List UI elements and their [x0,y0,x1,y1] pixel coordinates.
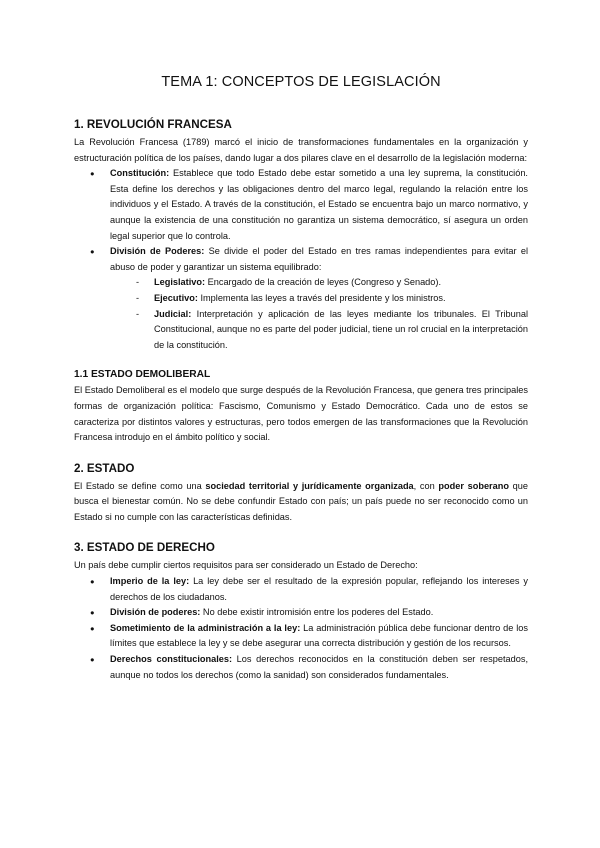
bullet-text: Establece que todo Estado debe estar sometido a una ley suprema, la constitución. Esta define los derechos y las obligaciones dentro del marco legal, regulando la relación entre los individuos y el Estado. A través de la constitución, el Estado se encuentra bajo un marco normativo, y aunque la existencia de una constitución no garantiza un sistema democrático, sí asegura un orden legal superior que lo controla. [110,168,528,241]
bullet-term: División de poderes: [110,607,201,618]
bullet-derechos [90,652,528,683]
bullet-text: La ley debe ser el resultado de la expresión popular, reflejando los intereses y derechos de los ciudadanos. [110,576,528,602]
text-run: que busca el bienestar común. No se debe confundir Estado con país; un país puede no ser reconocido como un Estado si no cumple con las características definidas. [74,480,528,522]
document-title: TEMA 1: CONCEPTOS DE LEGISLACIÓN [161,74,441,90]
bullet-division-poderes [90,605,528,621]
bullet-list [90,574,528,683]
section-revolucion-francesa [74,118,528,353]
section-heading: 2. ESTADO [74,461,135,475]
section-intro: Un país debe cumplir ciertos requisitos para ser considerado un Estado de Derecho: [74,560,418,571]
bullet-term: Sometimiento de la administración a la ley: [110,622,301,633]
bullet-sometimiento [90,621,528,652]
bullet-text: Los derechos reconocidos en la constitución deben ser respetados, aunque no todos los derechos (como la sanidad) son considerados fundamentales. [110,654,528,680]
section-intro: La Revolución Francesa (1789) marcó el inicio de transformaciones fundamentales en la organización y estructuración política de los países, dando lugar a dos pilares clave en el desarrollo de la legislación moderna: [74,137,528,163]
section-text: El Estado Demoliberal es el modelo que surge después de la Revolución Francesa, que genera tres principales formas de organización política: Fascismo, Comunismo y Estado Democrático. Cada uno de estos se caracteriza por distintos valores y estructuras, pero todos emergen de las transformaciones que la Revolución Francesa introdujo en el ámbito político y social. [74,385,528,443]
dash-list [136,275,528,353]
section-estado-demoliberal [74,369,528,445]
dash-term: Ejecutivo: [154,292,198,303]
bullet-text: No debe existir intromisión entre los poderes del Estado. [200,607,434,618]
bullet-list [90,166,528,353]
bullet-imperio-ley [90,574,528,605]
bullet-term: División de Poderes: [110,246,205,257]
bullet-constitucion [90,166,528,244]
text-run: El Estado se define como una [74,480,206,491]
section-estado [74,462,528,526]
bullet-term: Derechos constitucionales: [110,654,233,665]
bullet-division-poderes [90,244,528,353]
dash-legislativo [136,275,528,291]
bold-run: poder soberano [438,480,509,491]
bullet-term: Imperio de la ley: [110,576,190,587]
section-heading: 3. ESTADO DE DERECHO [74,541,215,555]
dash-text: Encargado de la creación de leyes (Congreso y Senado). [205,277,442,288]
bullet-text: Se divide el poder del Estado en tres ramas independientes para evitar el abuso de poder y garantizar un sistema equilibrado: [110,246,528,272]
dash-judicial [136,307,528,354]
section-heading: 1.1 ESTADO DEMOLIBERAL [74,369,211,381]
dash-text: Interpretación y aplicación de las leyes mediante los tribunales. El Tribunal Constitucional, aunque no es parte del poder judicial, tiene un rol crucial en la interpretación de la constitución. [154,308,528,350]
bullet-text: La administración pública debe funcionar dentro de los límites que establece la ley y se debe asegurar una correcta distribución y gestión de los recursos. [110,622,528,649]
section-text [74,479,528,526]
bold-run: sociedad territorial y jurídicamente organizada [205,480,414,491]
section-heading: 1. REVOLUCIÓN FRANCESA [74,118,232,131]
bullet-term: Constitución: [110,168,170,179]
dash-ejecutivo [136,291,528,307]
text-run: , con [413,480,439,491]
dash-term: Judicial: [154,308,192,319]
dash-term: Legislativo: [154,277,206,288]
section-estado-de-derecho [74,541,528,683]
dash-text: Implementa las leyes a través del presidente y los ministros. [197,292,446,303]
